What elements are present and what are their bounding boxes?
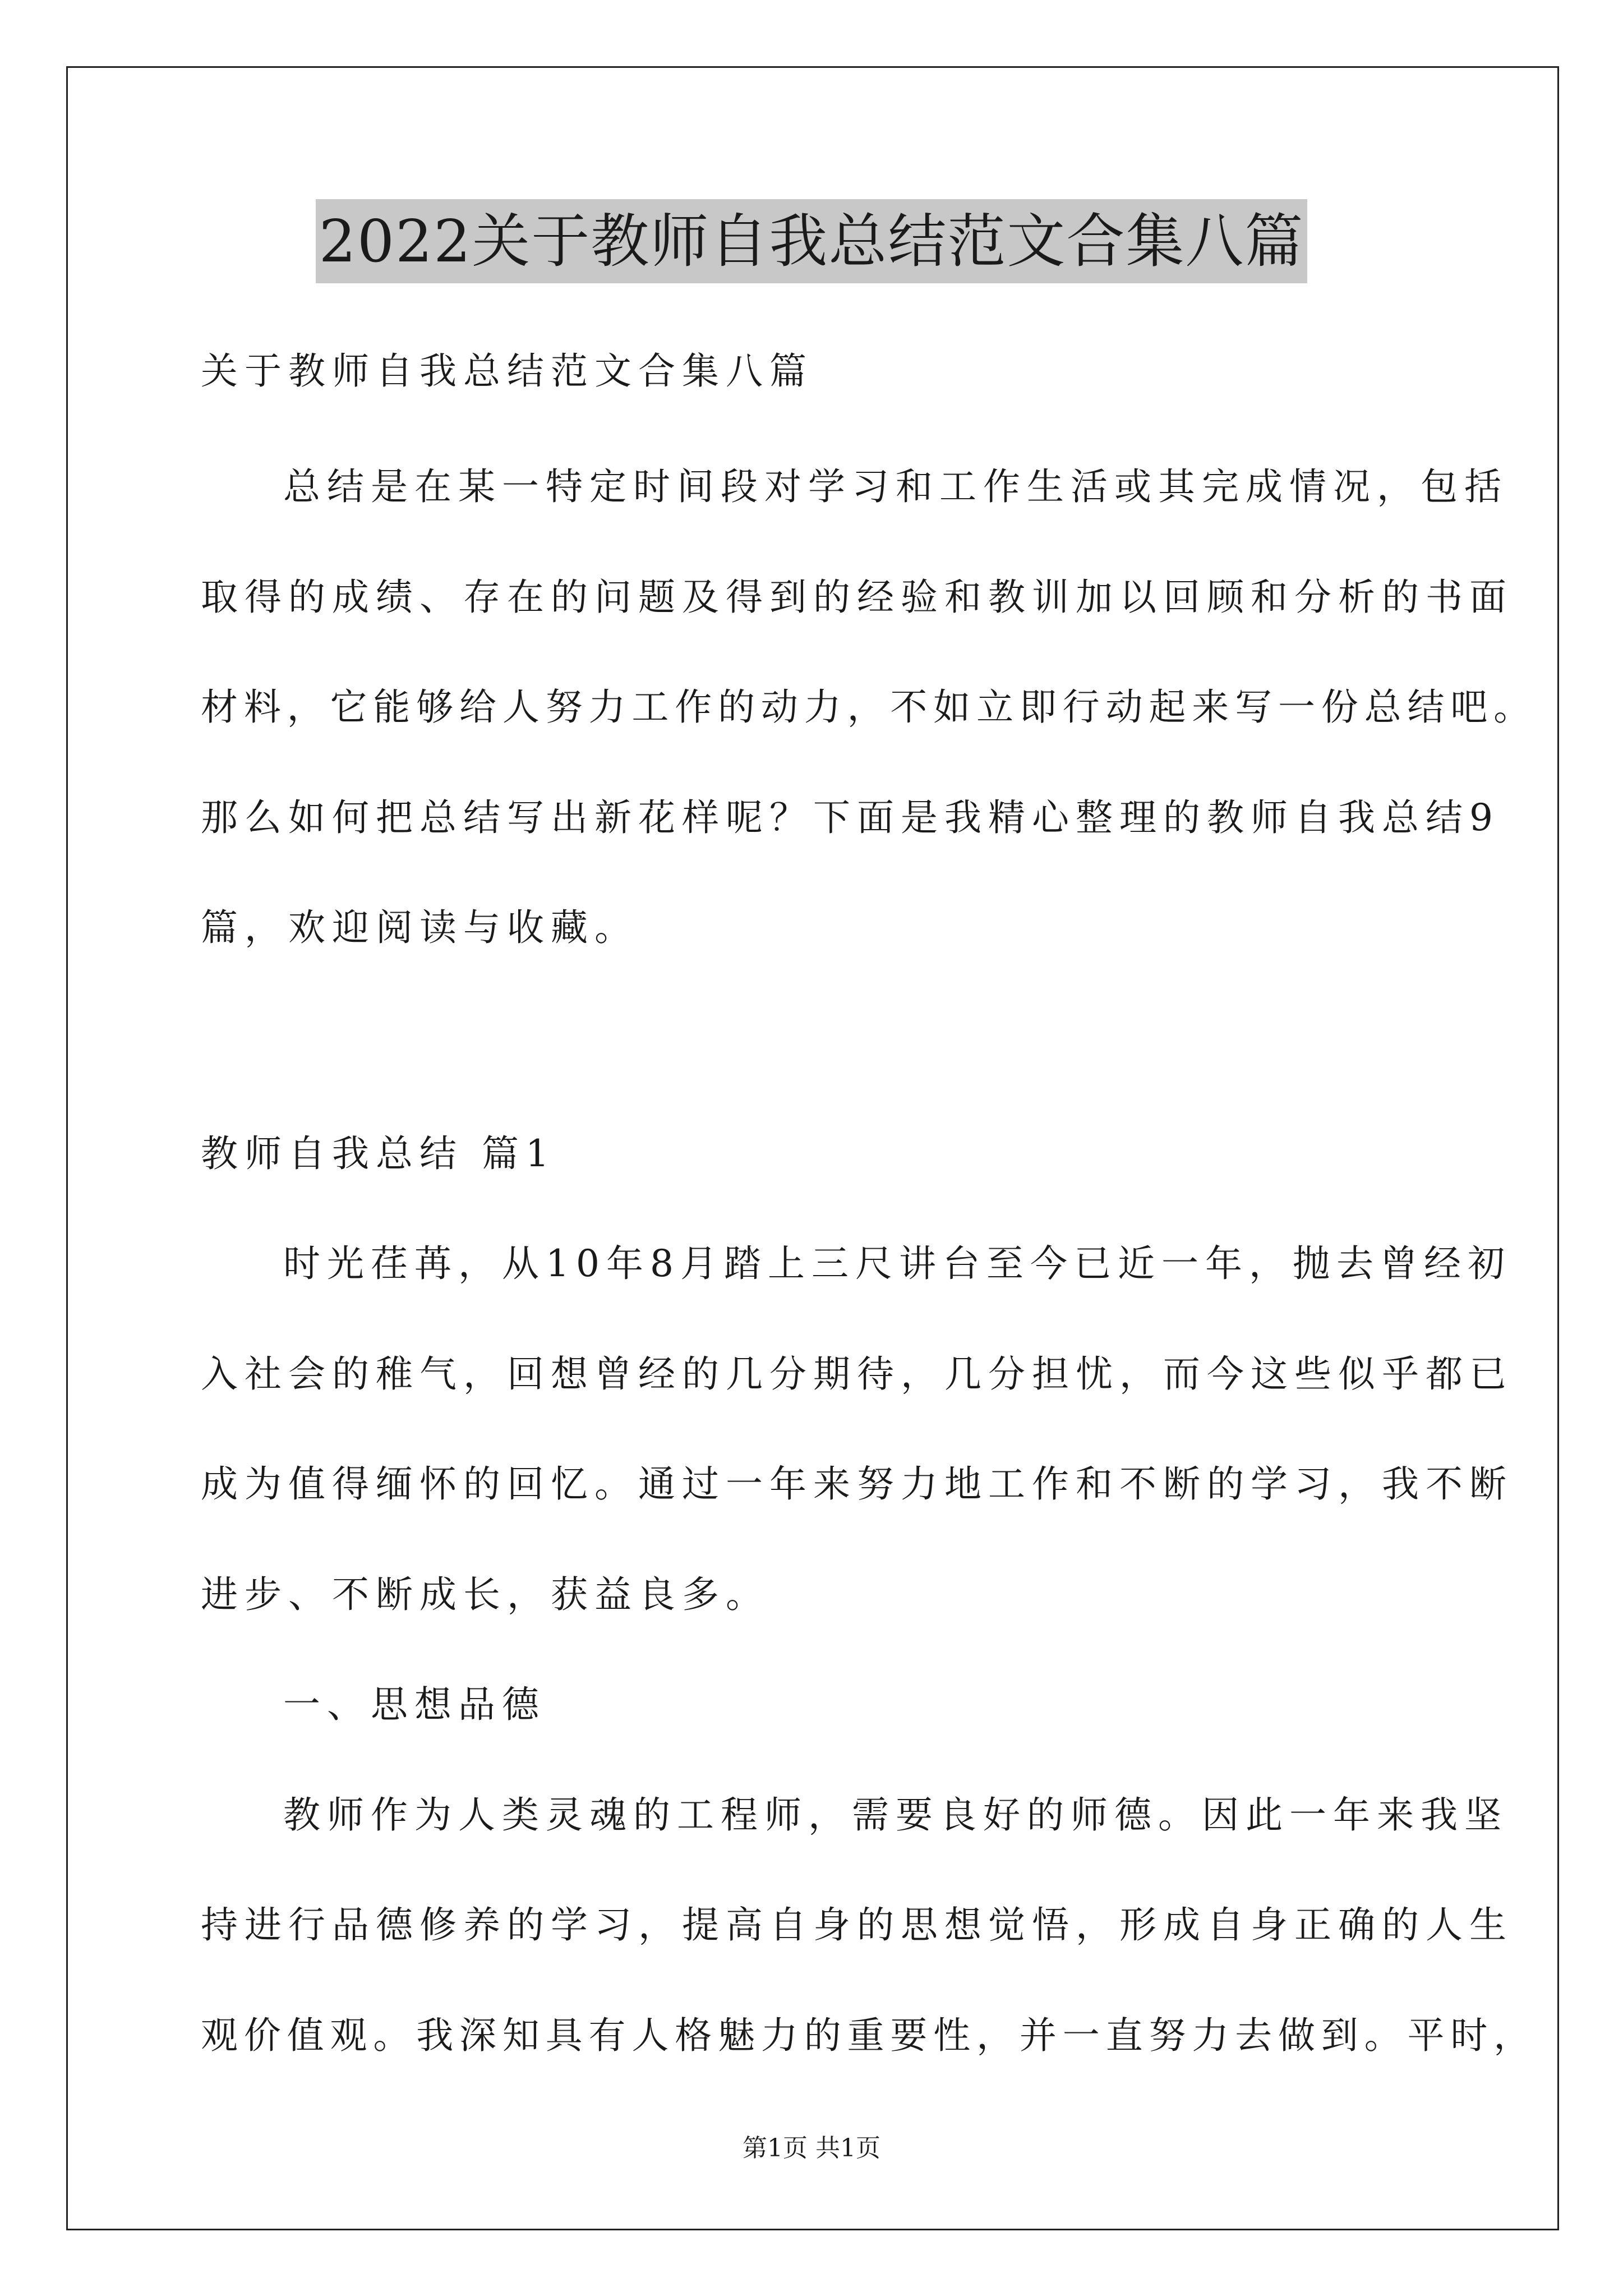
paragraph-line: 入社会的稚气，回想曾经的几分期待，几分担忧，而今这些似乎都已 [201, 1352, 1513, 1396]
paragraph-line: 总结是在某一特定时间段对学习和工作生活或其完成情况，包括 [283, 465, 1508, 508]
page-footer: 第1页 共1页 [743, 2134, 880, 2162]
paragraph-line: 时光荏苒，从10年8月踏上三尺讲台至今已近一年，抛去曾经初 [283, 1242, 1511, 1285]
paragraph-line: 进步、不断成长，获益良多。 [201, 1573, 769, 1616]
paragraph-line: 取得的成绩、存在的问题及得到的经验和教训加以回顾和分析的书面 [201, 576, 1513, 619]
paragraph-line: 那么如何把总结写出新花样呢？下面是我精心整理的教师自我总结9 [201, 796, 1500, 839]
paragraph-line: 观价值观。我深知具有人格魅力的重要性，并一直努力去做到。平时， [201, 2014, 1537, 2057]
paragraph-line: 篇，欢迎阅读与收藏。 [201, 906, 638, 949]
paragraph-line: 持进行品德修养的学习，提高自身的思想觉悟，形成自身正确的人生 [201, 1903, 1513, 1947]
paragraph-line: 成为值得缅怀的回忆。通过一年来努力地工作和不断的学习，我不断 [201, 1462, 1513, 1506]
section-heading: 教师自我总结 篇1 [201, 1132, 556, 1175]
paragraph-line: 教师作为人类灵魂的工程师，需要良好的师德。因此一年来我坚 [283, 1793, 1508, 1837]
subtitle-line: 关于教师自我总结范文合集八篇 [201, 349, 813, 393]
document-title: 2022关于教师自我总结范文合集八篇 [316, 199, 1308, 283]
paragraph-line: 材料，它能够给人努力工作的动力，不如立即行动起来写一份总结吧。 [201, 685, 1537, 729]
title-container [0, 199, 1623, 283]
subsection-heading: 一、思想品德 [283, 1683, 546, 1726]
